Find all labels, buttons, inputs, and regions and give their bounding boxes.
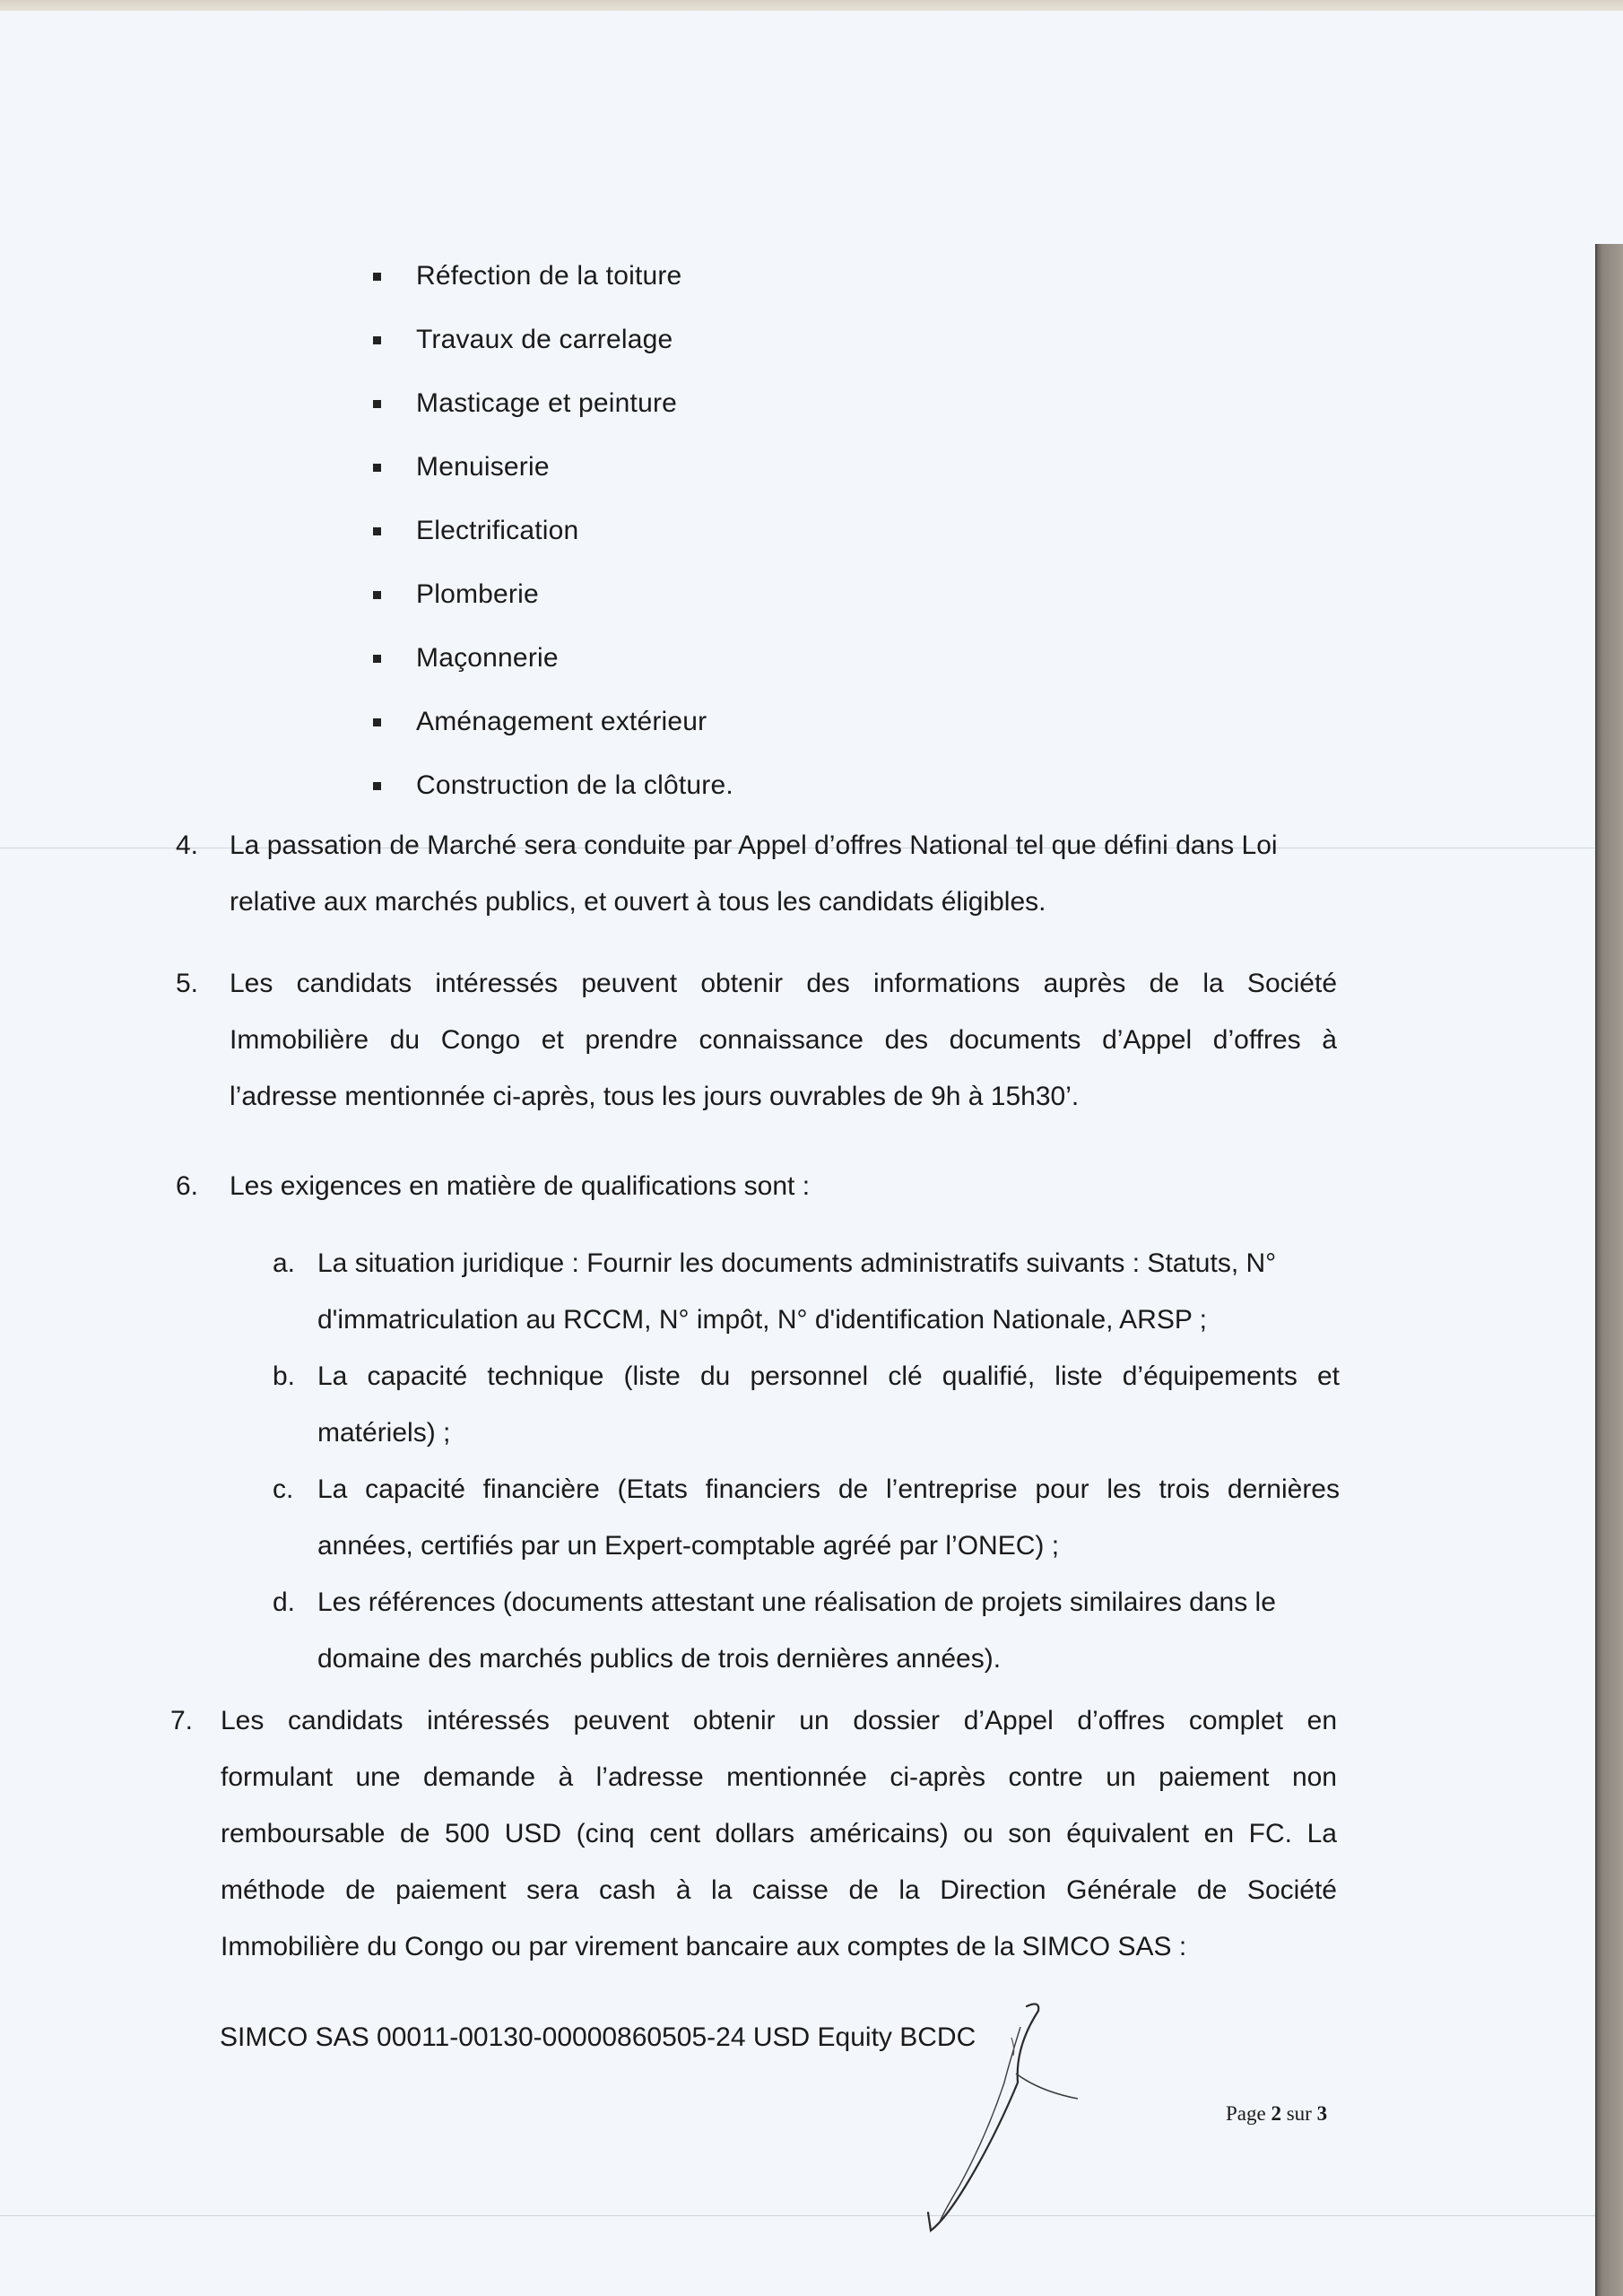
- list-item: [373, 704, 707, 740]
- square-bullet-icon: [373, 718, 381, 726]
- bullet-text: Aménagement extérieur: [416, 707, 707, 736]
- square-bullet-icon: [373, 464, 381, 472]
- subitem-line: Les références (documents attestant une réalisation de projets similaires dans le: [317, 1587, 1276, 1617]
- item-number: 7.: [170, 1706, 194, 1735]
- list-item: [373, 768, 733, 804]
- square-bullet-icon: [373, 400, 381, 408]
- scan-right-edge: [1595, 11, 1623, 2296]
- page-current: 2: [1271, 2102, 1281, 2125]
- square-bullet-icon: [373, 782, 381, 790]
- subitem-letter: d.: [273, 1587, 296, 1617]
- paragraph-line: La passation de Marché sera conduite par Appel d’offres National tel que défini dans Loi: [230, 831, 1278, 860]
- subitem-line: La capacité technique (liste du personnel clé qualifié, liste d’équipements et: [317, 1361, 1340, 1391]
- bullet-text: Construction de la clôture.: [416, 770, 733, 800]
- item-number: 5.: [176, 969, 199, 998]
- paragraph-line: Immobilière du Congo ou par virement bancaire aux comptes de la SIMCO SAS :: [221, 1932, 1187, 1961]
- scan-top-edge: [0, 0, 1623, 11]
- paragraph-line: formulant une demande à l’adresse mentionnée ci-après contre un paiement non: [221, 1762, 1337, 1792]
- subitem-letter: c.: [273, 1474, 294, 1504]
- page-separator: sur: [1280, 2102, 1317, 2125]
- bullet-text: Maçonnerie: [416, 643, 559, 673]
- bank-account-line: SIMCO SAS 00011-00130-00000860505-24 USD Equity BCDC: [220, 2022, 976, 2052]
- list-item: [373, 449, 550, 485]
- item-number: 6.: [176, 1171, 199, 1201]
- bullet-text: Réfection de la toiture: [416, 261, 682, 291]
- paragraph-line: méthode de paiement sera cash à la caisse de la Direction Générale de Société: [221, 1875, 1337, 1905]
- page-label: Page: [1226, 2102, 1271, 2125]
- bullet-text: Electrification: [416, 516, 579, 545]
- paragraph-line: Les candidats intéressés peuvent obtenir un dossier d’Appel d’offres complet en: [221, 1706, 1337, 1735]
- subitem-letter: b.: [273, 1361, 296, 1391]
- subitem-line: d'immatriculation au RCCM, N° impôt, N° d'identification Nationale, ARSP ;: [317, 1305, 1207, 1335]
- paragraph-line: Les candidats intéressés peuvent obtenir des informations auprès de la Société: [230, 969, 1337, 998]
- subitem-letter: a.: [273, 1248, 296, 1278]
- list-item: [373, 258, 681, 294]
- square-bullet-icon: [373, 655, 381, 663]
- subitem-line: La situation juridique : Fournir les documents administratifs suivants : Statuts, N°: [317, 1248, 1277, 1278]
- square-bullet-icon: [373, 336, 381, 344]
- list-item: [373, 386, 677, 422]
- subitem-line: domaine des marchés publics de trois dernières années).: [317, 1644, 1002, 1674]
- subitem-line: matériels) ;: [317, 1418, 451, 1448]
- page-total: 3: [1316, 2102, 1328, 2125]
- paragraph-line: Les exigences en matière de qualifications sont :: [230, 1171, 811, 1201]
- bullet-text: Travaux de carrelage: [416, 325, 673, 354]
- bullet-text: Menuiserie: [416, 452, 550, 482]
- list-item: [373, 577, 539, 613]
- paragraph-line: l’adresse mentionnée ci-après, tous les jours ouvrables de 9h à 15h30’.: [230, 1082, 1080, 1111]
- page-number: [1226, 2102, 1327, 2126]
- bullet-text: Plomberie: [416, 579, 539, 609]
- scan-right-edge-light: [1595, 11, 1623, 244]
- list-item: [373, 322, 673, 358]
- item-number: 4.: [176, 831, 199, 860]
- paragraph-line: remboursable de 500 USD (cinq cent dollars américains) ou son équivalent en FC. La: [221, 1819, 1337, 1848]
- paragraph-line: relative aux marchés publics, et ouvert à tous les candidats éligibles.: [230, 887, 1046, 917]
- document-page: [0, 11, 1595, 2296]
- subitem-line: années, certifiés par un Expert-comptable agréé par l’ONEC) ;: [317, 1531, 1060, 1561]
- square-bullet-icon: [373, 591, 381, 599]
- paragraph-line: Immobilière du Congo et prendre connaissance des documents d’Appel d’offres à: [230, 1025, 1337, 1055]
- handwritten-signature-icon: [780, 1984, 1103, 2244]
- square-bullet-icon: [373, 273, 381, 281]
- square-bullet-icon: [373, 527, 381, 535]
- bullet-text: Masticage et peinture: [416, 388, 678, 418]
- list-item: [373, 640, 559, 676]
- list-item: [373, 513, 578, 549]
- subitem-line: La capacité financière (Etats financiers de l’entreprise pour les trois dernières: [317, 1474, 1340, 1504]
